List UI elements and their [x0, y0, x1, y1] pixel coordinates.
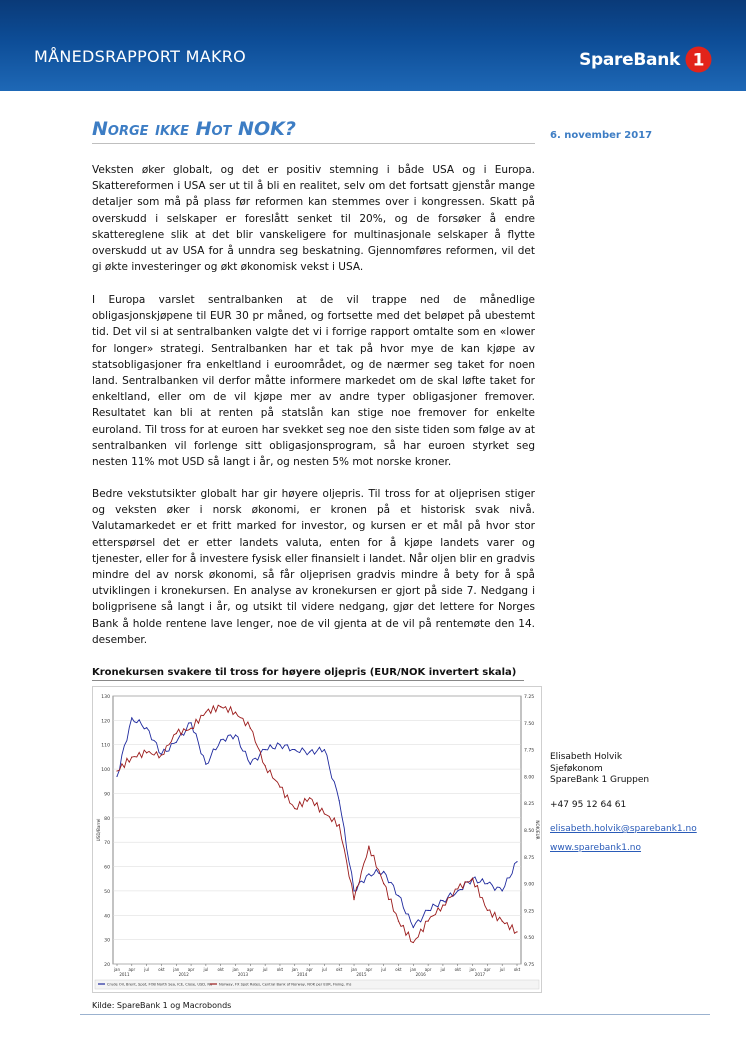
series-2-point	[205, 711, 206, 712]
title-divider	[92, 143, 535, 144]
left-tick-label: 70	[104, 841, 110, 847]
series-2-point	[220, 706, 221, 707]
series-1-point	[146, 727, 147, 728]
series-2-point	[398, 921, 399, 922]
x-tick-label: okt	[395, 967, 402, 972]
x-tick-label: okt	[158, 967, 165, 972]
series-2-point	[324, 813, 325, 814]
left-tick-label: 50	[104, 889, 110, 895]
series-1-point	[442, 900, 443, 901]
series-1-point	[294, 749, 295, 750]
paragraph-3: Bedre vekstutsikter globalt har gir høyere oljepris. Til tross for at oljeprisen stiger og veksten øker i norsk økonomi, er kronen på et historisk svak nivå. Valutamarkedet er et fritt marked for investor, og kursen er et mål på hvor stor etterspørsel det er etter landets valuta, enten for å kjøpe landets varer og tjenester, eller for å investere fysisk eller finansielt i landet. Når oljen blir en gradvis mindre del av norsk økonomi, så får oljeprisen gradvis mindre å bety for å spå utviklingen i kronekursen. En analyse av kronekursen er gjort på side 7. Nedgang i boligprisene så langt i år, og utsikt til videre nedgang, gjør det lettere for Norges Bank å holde rentene lave lenger, noe de vil gjenta at de vil på rentemøte den 14. desember.	[92, 488, 535, 646]
series-2-point	[161, 754, 162, 755]
x-year-label: 2011	[119, 972, 130, 977]
series-2-point	[368, 845, 369, 846]
oil-vs-nok-chart	[93, 687, 541, 992]
right-tick-label: 9.00	[524, 882, 535, 888]
series-2-point	[487, 910, 488, 911]
x-tick-label: apr	[306, 967, 313, 972]
left-tick-label: 100	[101, 768, 110, 774]
x-tick-label: jul	[499, 967, 505, 972]
left-axis-label: USD/Barrel	[96, 818, 101, 842]
x-year-label: 2017	[474, 972, 486, 977]
left-tick-label: 80	[104, 816, 110, 822]
x-tick-label: jul	[381, 967, 387, 972]
x-tick-label: apr	[365, 967, 373, 972]
chart-source: Kilde: SpareBank 1 og Macrobonds	[92, 1001, 232, 1010]
series-2-point	[472, 878, 473, 879]
series-1-point	[413, 927, 414, 928]
x-tick-label: okt	[454, 967, 461, 972]
series-1-point	[502, 890, 503, 891]
series-1-point	[250, 764, 251, 765]
right-tick-label: 9.75	[524, 963, 535, 968]
series-2-point	[235, 711, 236, 712]
x-tick-label: okt	[513, 967, 521, 972]
x-year-label: 2014	[297, 972, 308, 977]
bottom-rule	[80, 1014, 710, 1015]
series-2-point	[413, 942, 414, 943]
x-tick-label: jan	[469, 967, 476, 972]
series-1-point	[368, 873, 369, 874]
brand-one-icon	[685, 46, 712, 73]
brand-name: SpareBank	[579, 49, 680, 70]
contact-phone: +47 95 12 64 61	[550, 799, 627, 810]
left-tick-label: 120	[101, 719, 110, 725]
series-1-point	[235, 734, 236, 735]
x-year-label: 2012	[178, 972, 189, 977]
report-series-title: MÅNEDSRAPPORT MAKRO	[34, 47, 247, 66]
x-tick-label: jul	[203, 967, 209, 972]
x-tick-label: jan	[113, 967, 121, 972]
x-tick-label: jan	[291, 967, 298, 972]
left-tick-label: 30	[104, 938, 110, 944]
x-tick-label: jan	[232, 967, 239, 972]
series-1-point	[190, 722, 191, 723]
contact-block	[550, 752, 697, 854]
series-1-point	[383, 871, 384, 872]
x-tick-label: apr	[247, 967, 254, 972]
series-2-point	[190, 728, 191, 729]
series-1-point	[487, 883, 488, 884]
series-1-point	[324, 749, 325, 750]
left-tick-label: 90	[104, 792, 110, 798]
legend-label-2: Norway, FX Spot Rates, Central Bank of Norway, NOK per EUR, Fixing, rhs	[219, 982, 352, 987]
x-year-label: 2015	[356, 972, 367, 977]
right-tick-label: 9.25	[524, 909, 535, 915]
left-tick-label: 110	[101, 743, 110, 749]
x-tick-label: jan	[350, 967, 358, 972]
series-2-point	[339, 824, 340, 825]
legend-label-1: Crude Oil, Brent, Spot, FOB North Sea, ICE, Close, USD, Nu	[107, 982, 213, 987]
x-tick-label: jul	[440, 967, 446, 972]
contact-org: SpareBank 1 Gruppen	[550, 775, 650, 785]
series-1-point	[220, 739, 221, 740]
series-2-point	[131, 757, 132, 758]
series-1-point	[279, 744, 280, 745]
left-tick-label: 40	[104, 914, 110, 920]
right-tick-label: 7.25	[524, 695, 535, 700]
right-tick-label: 8.50	[524, 829, 535, 834]
x-year-label: 2013	[237, 972, 249, 977]
contact-email-link[interactable]: elisabeth.holvik@sparebank1.no	[550, 824, 697, 834]
article-title: Norge ikke Hot NOK?	[92, 118, 296, 140]
x-tick-label: jan	[410, 967, 417, 972]
x-tick-label: apr	[187, 967, 195, 972]
series-1-point	[516, 861, 517, 862]
x-tick-label: jan	[173, 967, 180, 972]
chart-title-rule	[92, 680, 524, 681]
x-tick-label: okt	[217, 967, 224, 972]
series-1-point	[339, 800, 340, 801]
series-2-point	[502, 921, 503, 922]
series-2-point	[309, 797, 310, 798]
series-1-point	[428, 910, 429, 911]
chart-title: Kronekursen svakere til tross for høyere oljepris (EUR/NOK invertert skala)	[92, 667, 517, 678]
brand-mark: 1	[692, 50, 705, 71]
right-tick-label: 8.25	[524, 802, 535, 808]
x-tick-label: okt	[276, 967, 284, 972]
contact-name: Elisabeth Holvik	[550, 752, 623, 762]
series-1-point	[116, 776, 117, 777]
x-year-label: 2016	[415, 972, 426, 977]
series-1-point	[353, 890, 354, 891]
x-tick-label: apr	[424, 967, 432, 972]
series-2-point	[250, 728, 251, 729]
series-2-point	[457, 888, 458, 889]
plot-area	[113, 696, 521, 964]
website-link[interactable]: www.sparebank1.no	[550, 842, 642, 853]
series-1-point	[265, 749, 266, 750]
series-1-point	[309, 751, 310, 752]
series-1-point	[176, 742, 177, 743]
sparebank-logo	[579, 46, 712, 73]
x-tick-label: okt	[336, 967, 343, 972]
series-2-point	[116, 770, 117, 771]
x-tick-label: jul	[322, 967, 327, 972]
x-tick-label: jul	[144, 967, 150, 972]
right-tick-label: 8.00	[524, 775, 535, 781]
left-tick-label: 20	[104, 963, 110, 968]
series-2-point	[428, 921, 429, 922]
series-2-point	[353, 899, 354, 900]
series-2-point	[294, 808, 295, 809]
x-tick-label: jul	[262, 967, 268, 972]
right-tick-label: 7.75	[524, 748, 535, 754]
paragraph-1: Veksten øker globalt, og det er positiv stemning i både USA og i Europa. Skattereformen i USA ser ut til å bli en realitet, selv om det fortsatt gjenstår mange detaljer som må på plass før reformen kan stemmes over i kongressen. Skatt på overskudd i selskaper er foreslått senket til 20%, og de forsøker å endre skattereglene slik at det blir vanskeligere for multinasjonale selskaper å flytte overskudd ut av USA for å unndra seg beskatning. Gjennomføres reformen, vil det gi økte investeringer og økt økonomisk vekst i USA.	[92, 164, 535, 274]
report-header	[0, 0, 746, 91]
series-1-point	[205, 764, 206, 765]
contact-role: Sjeføkonom	[550, 763, 603, 774]
series-1-point	[398, 895, 399, 896]
x-tick-label: apr	[484, 967, 491, 972]
series-2-point	[146, 752, 147, 753]
right-tick-label: 8.75	[524, 855, 535, 861]
series-2-point	[176, 733, 177, 734]
series-2-point	[516, 931, 517, 932]
left-tick-label: 130	[101, 695, 110, 700]
series-1-point	[131, 717, 132, 718]
right-tick-label: 9.50	[524, 936, 535, 942]
chart-frame	[92, 686, 542, 993]
series-2-point	[265, 765, 266, 766]
article-date: 6. november 2017	[550, 130, 653, 141]
right-tick-label: 7.50	[524, 721, 535, 727]
series-2-point	[442, 904, 443, 905]
paragraph-2: I Europa varslet sentralbanken at de vil trappe ned de månedlige obligasjonskjøpene til EUR 30 pr måned, og fortsette med det beløpet på ubestemt tid. Det vil si at sentralbanken valgte det vi i forrige rapport omtalte som en «lower for longer» strategi. Sentralbanken har et tak på hvor mye de kan kjøpe av statsobligasjoner fra enkeltland i euroområdet, og de nærmer seg taket for noen land. Sentralbanken vil derfor måtte informere markedet om de skal løfte taket for enkeltland, eller om de vil kjøpe mer av andre typer obligasjoner fremover. Resultatet kan bli at renten på statslån kan stige noe fremover for enkelte euroland. Til tross for at euroen har svekket seg noe den siste tiden som følge av at sentralbanken vil forlenge sitt obligasjonsprogram, så har euroen styrket seg nesten 11% mot USD så langt i år, og nesten 5% mot norske kroner.	[92, 294, 535, 469]
right-axis-label: NOK/EUR	[535, 820, 540, 840]
series-1-point	[457, 890, 458, 891]
series-2-point	[279, 787, 280, 788]
left-tick-label: 60	[104, 865, 110, 871]
series-2-point	[383, 883, 384, 884]
x-tick-label: apr	[128, 967, 136, 972]
